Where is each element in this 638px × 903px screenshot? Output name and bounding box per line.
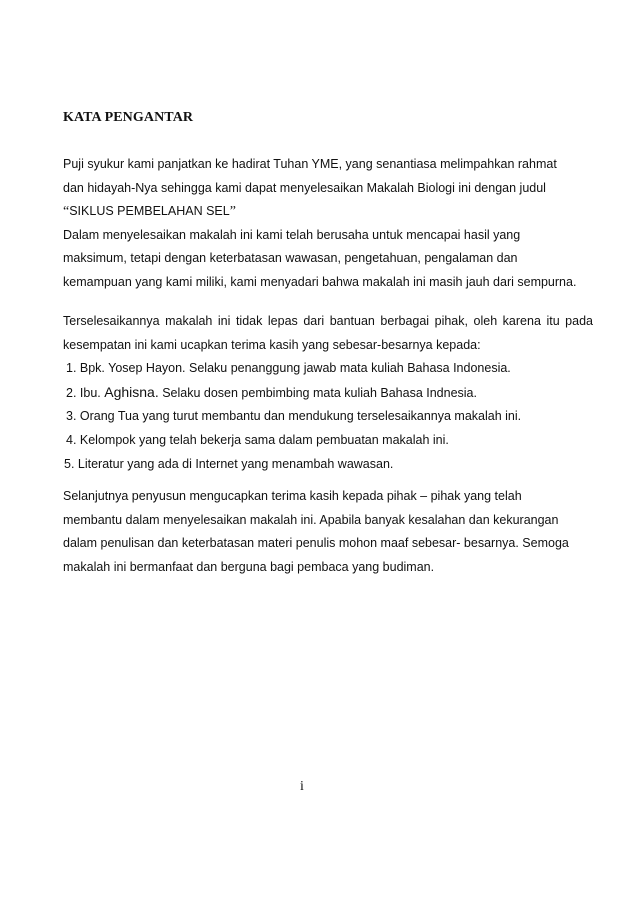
thanks-list (63, 357, 593, 476)
text-line: kemampuan yang kami miliki, kami menyadari bahwa makalah ini masih jauh dari sempurna. (63, 274, 577, 289)
list-item: 3. Orang Tua yang turut membantu dan mendukung terselesaikannya makalah ini. (66, 409, 522, 424)
list-item: 1. Bpk. Yosep Hayon. Selaku penanggung jawab mata kuliah Bahasa Indonesia. (66, 361, 511, 376)
open-quote: “ (63, 204, 70, 220)
paragraph-closing (63, 485, 593, 579)
close-quote: ” (229, 204, 236, 220)
list-item: 5. Literatur yang ada di Internet yang menambah wawasan. (64, 456, 394, 471)
text-line: kesempatan ini kami ucapkan terima kasih yang sebesar-besarnya kepada: (63, 337, 481, 352)
text-line: Selanjutnya penyusun mengucapkan terima kasih kepada pihak – pihak yang telah (63, 489, 522, 503)
text-line: Dalam menyelesaikan makalah ini kami telah berusaha untuk mencapai hasil yang (63, 227, 521, 242)
quoted-title-line (63, 200, 593, 224)
paragraph-opening (63, 153, 593, 295)
list-item: 4. Kelompok yang telah bekerja sama dalam pembuatan makalah ini. (66, 432, 449, 447)
list-item (63, 381, 593, 406)
text-line: dalam penulisan dan keterbatasan materi penulis mohon maaf sebesar- besarnya. Semoga (63, 536, 569, 551)
paragraph-thanks (63, 310, 593, 476)
text-line: membantu dalam menyelesaikan makalah ini. Apabila banyak kesalahan dan kekurangan (63, 512, 559, 527)
text-line: maksimum, tetapi dengan keterbatasan wawasan, pengetahuan, pengalaman dan (63, 251, 518, 266)
list-item-prefix: 2. Ibu. (66, 385, 105, 400)
text-line: Terselesaikannya makalah ini tidak lepas dari bantuan berbagai pihak, oleh karena itu pada (63, 314, 593, 328)
page-title: KATA PENGANTAR (63, 110, 194, 125)
text-line: makalah ini bermanfaat dan berguna bagi pembaca yang budiman. (63, 559, 435, 574)
text-line: dan hidayah-Nya sehingga kami dapat menyelesaikan Makalah Biologi ini dengan judul (63, 180, 546, 195)
text-line: Puji syukur kami panjatkan ke hadirat Tuhan YME, yang senantiasa melimpahkan rahmat (63, 157, 557, 171)
list-item-suffix: Selaku dosen pembimbing mata kuliah Bahasa Indnesia. (158, 385, 477, 400)
page-number: i (300, 779, 304, 794)
quoted-title: SIKLUS PEMBELAHAN SEL (69, 204, 230, 219)
list-item-name: Aghisna. (104, 383, 159, 400)
